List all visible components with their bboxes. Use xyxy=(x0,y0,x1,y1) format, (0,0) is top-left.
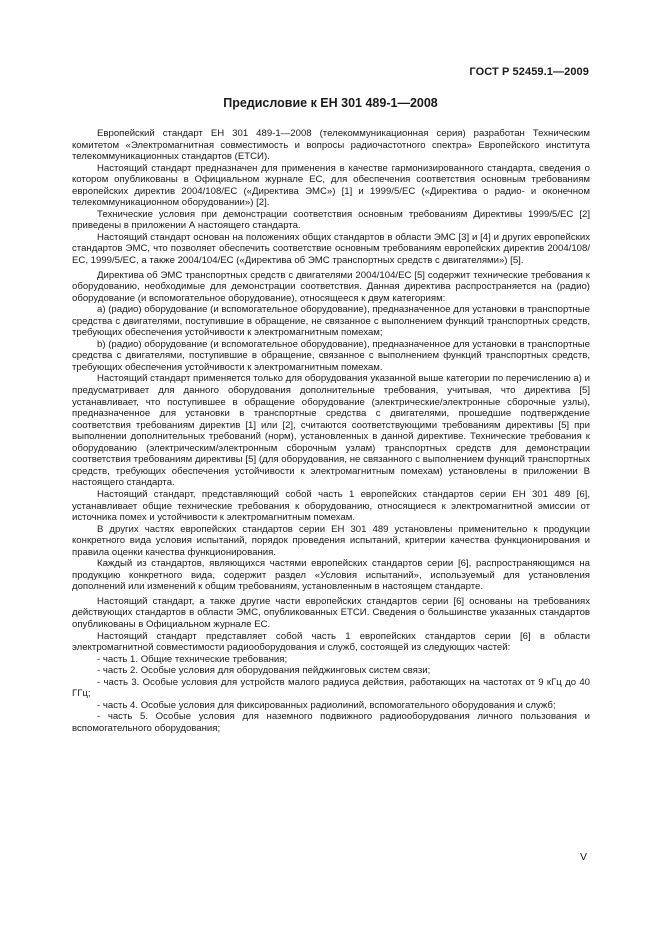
paragraph: Настоящий стандарт, представляющий собой часть 1 европейских стандартов серии ЕН 301 489 [6], устанавливает общие технические требования к оборудованию, относящиеся к электромагнитной эмиссии от источника помех и устойчивости к электромагнитным помехам. xyxy=(72,488,590,524)
page-number: V xyxy=(579,851,587,863)
paragraph: В других частях европейских стандартов серии ЕН 301 489 установлены применительно к продукции конкретного вида условия испытаний, порядок проведения испытаний, критерии качества функционирования и правила оценки качества функционирования. xyxy=(72,523,590,558)
paragraph: Технические условия при демонстрации соответствия основным требованиям Директивы 1999/5/ЕС [2] приведены в приложении А настоящего стандарта. xyxy=(72,208,590,232)
paragraph: Каждый из стандартов, являющихся частями европейских стандартов серии [6], распространяющимся на продукцию конкретного вида, содержит раздел «Условия испытаний», используемый для установления дополнений или изменений к общим требованиям, установленным в настоящем стандарте. xyxy=(72,558,590,593)
paragraph: Настоящий стандарт представляет собой часть 1 европейских стандартов серии [6] в области электромагнитной совместимости радиооборудования и служб, состоящей из следующих частей: xyxy=(72,630,590,654)
list-item: b) (радио) оборудование (и вспомогательное оборудование), предназначенное для установки в транспортные средства с двигателями, поступившие в обращение, связанное с выполнением функций транспортных средств, требующих обеспечения устойчивости к электромагнитным помехам. xyxy=(72,338,590,373)
paragraph: Настоящий стандарт применяется только для оборудования указанной выше категории по перечислению а) и предусматривает для данного оборудования дополнительные требования, учитывая, что директива [5] устанавливает, что поступившее в обращение оборудование (электрические/электронные сборочные узлы), предназначенное для установки в транспортные средства с двигателями, прошедшие подтверждение соответствия требованиям директив [1] или [2], считаются соответствующими требованиям директивы [5] при выполнении дополнительных требований (норм), установленных в данной директиве. Технические требования к оборудованию (электрическим/электронным сборочным узлам) транспортных средств для демонстрации соответствия требованиям директивы [5] (для оборудования, не связанного с выполнением функций транспортных средств, требующих обеспечения устойчивости к электромагнитным помехам) установлены в приложении В настоящего стандарта. xyxy=(72,373,590,489)
paragraph: Настоящий стандарт основан на положениях общих стандартов в области ЭМС [3] и [4] и других европейских стандартов ЭМС, что позволяет обеспечить соответствие основным требованиям европейских директив 2004/108/ЕС, 1999/5/ЕС, а также 2004/104/ЕС («Директива об ЭМС транспортных средств с двигателями») [5]. xyxy=(72,231,590,267)
list-item: - часть 1. Общие технические требования; xyxy=(97,653,288,665)
paragraph: Европейский стандарт ЕН 301 489-1—2008 (телекоммуникационная серия) разработан Техническим комитетом «Электромагнитная совместимость и вопросы радиочастотного спектра» Европейского института телекоммуникационных стандартов (ЕТСИ). xyxy=(72,128,590,163)
list-item: - часть 4. Особые условия для фиксированных радиолиний, вспомогательного оборудования и служб; xyxy=(97,699,556,711)
section-title: Предисловие к ЕН 301 489-1—2008 xyxy=(223,96,438,110)
paragraph: Настоящий стандарт, а также другие части европейских стандартов серии [6] основаны на требованиях действующих стандартов в области ЭМС, опубликованных ЕТСИ. Сведения о большинстве указанных стандартов опубликованы в Официальном журнале ЕС. xyxy=(72,595,590,630)
body-text xyxy=(72,128,590,734)
document-code: ГОСТ Р 52459.1—2009 xyxy=(469,66,589,78)
list-item: - часть 2. Особые условия для оборудования пейджинговых систем связи; xyxy=(97,665,431,677)
list-item: а) (радио) оборудование (и вспомогательное оборудование), предназначенное для установки в транспортные средства с двигателями, поступившие в обращение, не связанное с выполнением функций транспортных средств, требующих обеспечения устойчивости к электромагнитным помехам; xyxy=(72,304,590,339)
list-item: - часть 5. Особые условия для наземного подвижного радиооборудования личного пользования и вспомогательного оборудования; xyxy=(72,711,590,734)
paragraph: Настоящий стандарт предназначен для применения в качестве гармонизированного стандарта, сведения о котором опубликованы в Официальном журнале ЕС, для обеспечения соответствия основным требованиям европейских директив 2004/108/ЕС («Директива ЭМС») [1] и 1999/5/ЕС («Директива о радио- и оконечном телекоммуникационном оборудовании») [2]. xyxy=(72,162,590,209)
paragraph: Директива об ЭМС транспортных средств с двигателями 2004/104/ЕС [5] содержит технические требования к оборудованию, необходимые для демонстрации соответствия. Данная директива распространяется на (радио) оборудование (и вспомогательное оборудование), относящееся к двум категориям: xyxy=(72,269,590,304)
list-item: - часть 3. Особые условия для устройств малого радиуса действия, работающих на частотах от 9 кГц до 40 ГГц; xyxy=(72,676,590,700)
